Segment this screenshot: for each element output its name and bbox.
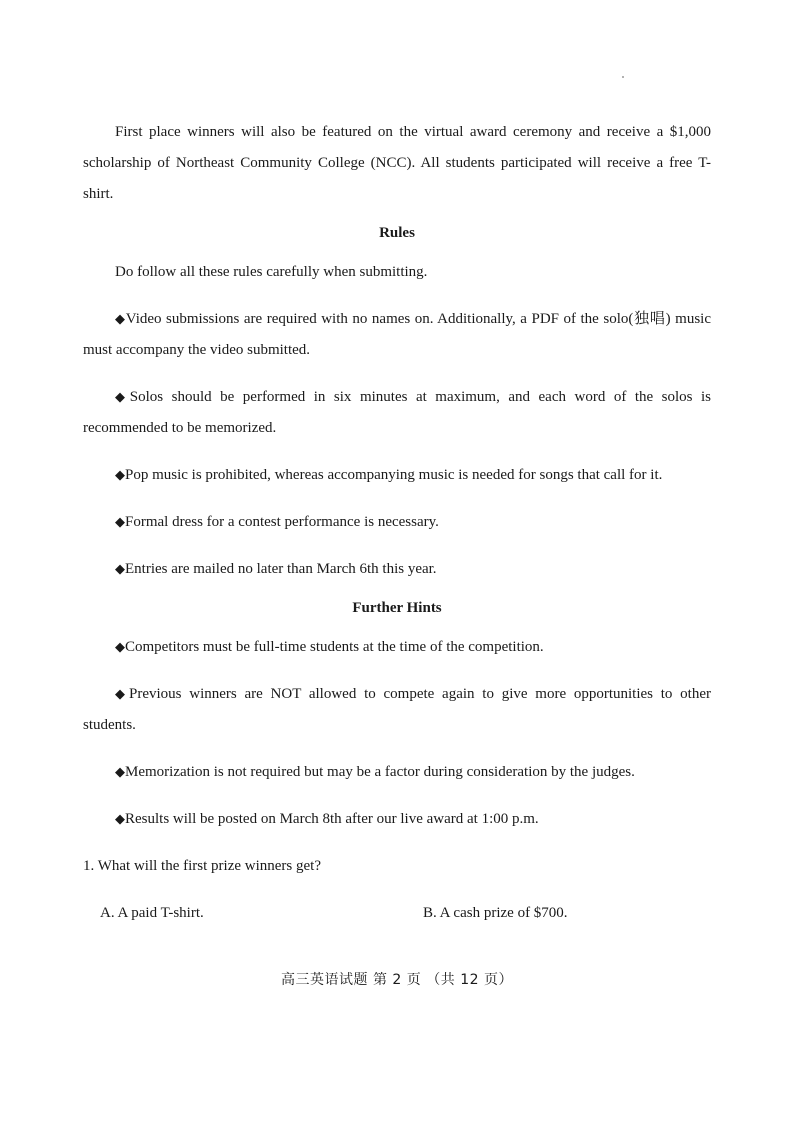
rule-item: ◆Pop music is prohibited, whereas accompanying music is needed for songs that call for it.: [115, 467, 663, 483]
option-b[interactable]: B. A cash prize of $700.: [423, 905, 568, 921]
question-text: 1. What will the first prize winners get?: [83, 858, 321, 874]
diamond-bullet-icon: ◆: [115, 468, 125, 483]
diamond-bullet-icon: ◆: [115, 562, 125, 577]
answer-options: [83, 898, 711, 929]
hint-item: ◆Results will be posted on March 8th after our live award at 1:00 p.m.: [115, 811, 539, 827]
diamond-bullet-icon: ◆: [115, 640, 125, 655]
hint-item: ◆Memorization is not required but may be a factor during consideration by the judges.: [115, 764, 635, 780]
rules-lead: Do follow all these rules carefully when submitting.: [115, 264, 428, 280]
rules-heading: Rules: [379, 225, 415, 241]
hint-item: ◆Competitors must be full-time students at the time of the competition.: [115, 639, 544, 655]
rule-item: ◆Video submissions are required with no names on. Additionally, a PDF of the solo(独唱) music must accompany the video submitted.: [83, 311, 711, 358]
diamond-bullet-icon: ◆: [115, 812, 125, 827]
passage-body: [83, 117, 711, 929]
rule-item: ◆Formal dress for a contest performance is necessary.: [115, 514, 439, 530]
page-footer: 高三英语试题 第 2 页 （共 12 页）: [281, 972, 513, 988]
rule-item: ◆Entries are mailed no later than March 6th this year.: [115, 561, 437, 577]
diamond-bullet-icon: ◆: [115, 687, 129, 702]
rule-item: ◆Solos should be performed in six minutes at maximum, and each word of the solos is recommended to be memorized.: [83, 389, 712, 436]
diamond-bullet-icon: ◆: [115, 765, 125, 780]
option-a[interactable]: A. A paid T-shirt.: [100, 905, 204, 921]
diamond-bullet-icon: ◆: [115, 515, 125, 530]
scan-speck: [622, 76, 624, 78]
intro-paragraph: First place winners will also be featured on the virtual award ceremony and receive a $1,000 scholarship of Northeast Community College (NCC). All students participated will receive a free T-shirt.: [83, 124, 711, 202]
further-hints-heading: Further Hints: [352, 600, 442, 616]
diamond-bullet-icon: ◆: [115, 390, 130, 405]
hint-item: ◆Previous winners are NOT allowed to compete again to give more opportunities to other students.: [83, 686, 711, 733]
diamond-bullet-icon: ◆: [115, 312, 126, 327]
